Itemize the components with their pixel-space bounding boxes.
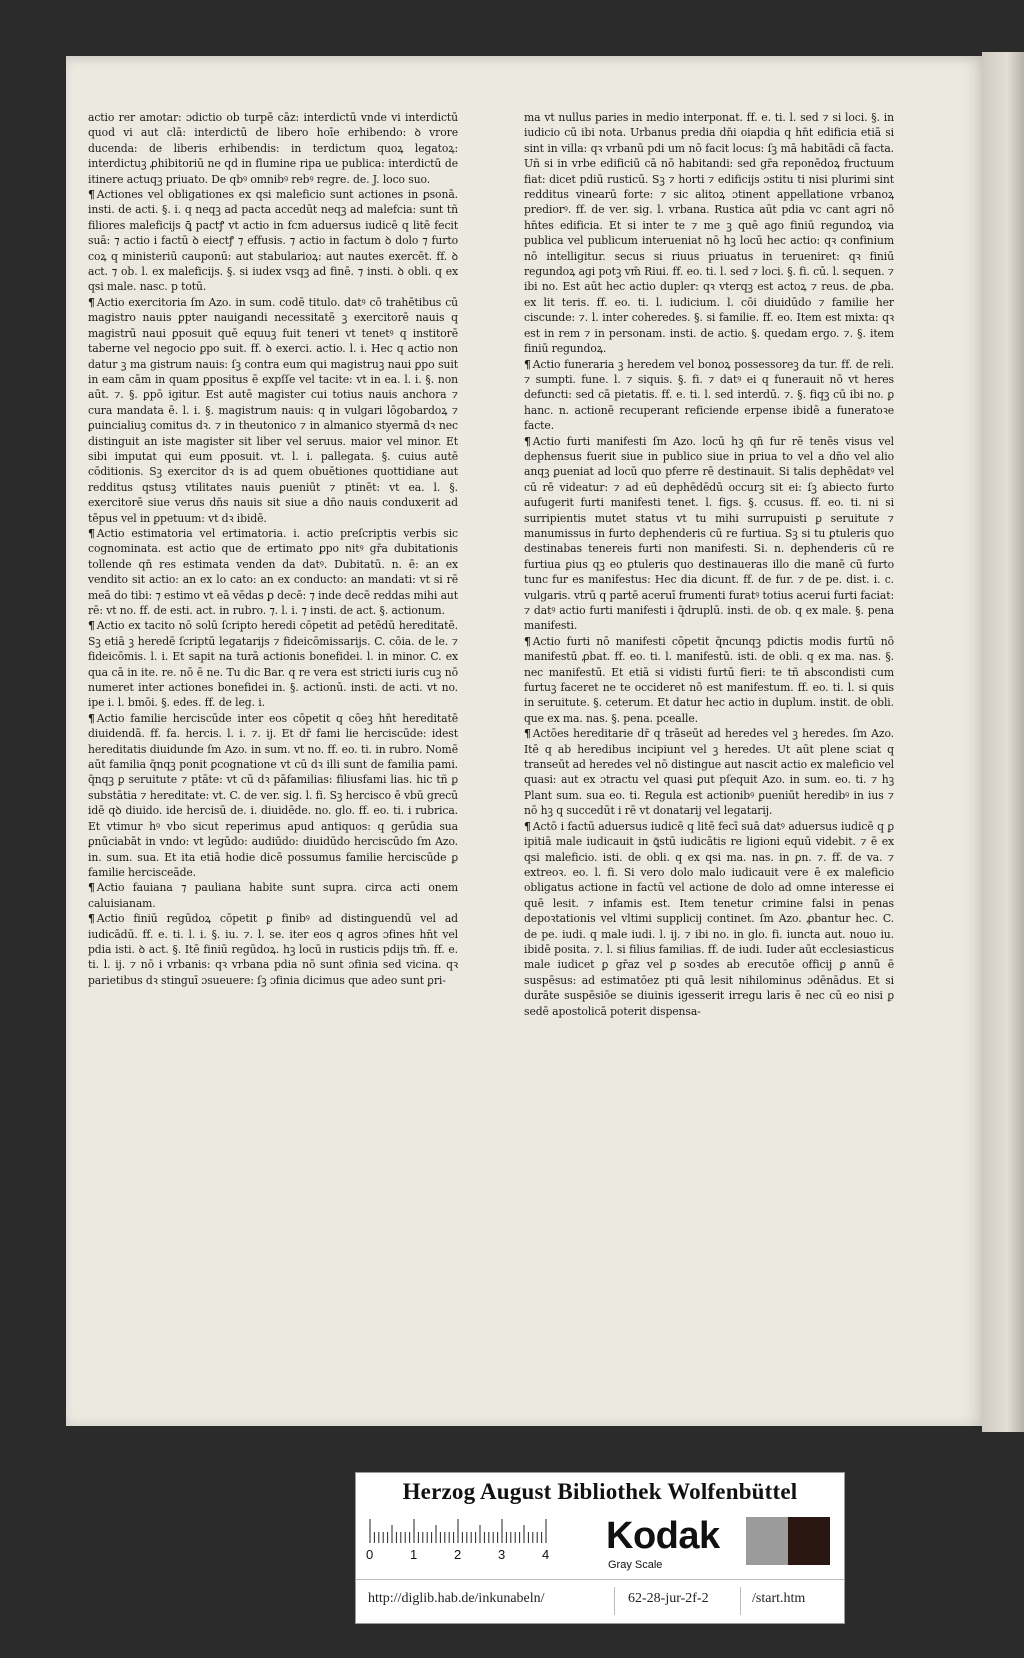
paragraph — [88, 711, 458, 880]
pilcrow-icon: ¶ — [88, 711, 95, 725]
ruler-numbers — [366, 1547, 566, 1563]
dark-swatch — [788, 1517, 830, 1565]
text-column-left — [88, 110, 458, 1355]
page-edge — [982, 52, 1024, 1432]
scan-target-card — [355, 1472, 845, 1624]
start-link: /start.htm — [752, 1591, 806, 1606]
divider — [614, 1587, 615, 1615]
paragraph-text: Actio estimatoria vel ertimatoria. i. actio preſcriptis verbis sic cognominata. est actio que de ertimato ꝑpo nitꝰ gr̄a dubitationis tollende qn̄ res estimata venden da datꝰ. Dubitatū. n. ē: an ex vendito sit actio: an ex lo cato: an ex conducto: an mandati: vt si rē meā do tibi: ⁊ estimo vt eā vēdas ꝑ decē: ⁊ inde decē reddas mihi aut rē: vt no. ff. de esti. act. in rubro. ⁊. l. i. ⁊ insti. de act. §. actionum. — [88, 526, 458, 617]
pilcrow-icon: ¶ — [88, 619, 95, 633]
pilcrow-icon: ¶ — [524, 727, 531, 741]
shelfmark: 62-28-jur-2f-2 — [628, 1591, 709, 1606]
ruler-scale-icon — [368, 1517, 558, 1543]
paragraph: actio rer amotar: ɔdictio ob turpē cāz: interdictū vnde vi interdictū quod vi aut clā: interdictū de libero hoīe erhibendo: ꝺ vrore ducenda: de liberis erhibendis: in terdictum quoꝝ legatoꝝ: interdictuꝫ ꝓhibitoriū ne qd in flumine ripa ue publica: interdictū de itinere actuqꝫ priuato. De qbꝰ omnibꝰ rebꝰ regre. de. J. loco suo. — [88, 111, 458, 186]
pilcrow-icon: ¶ — [88, 188, 95, 202]
paragraph — [88, 618, 458, 710]
paragraph — [88, 295, 458, 526]
ruler-number: 0 — [366, 1547, 374, 1562]
paragraph — [524, 726, 894, 818]
paragraph — [88, 911, 458, 988]
paragraph-text: Actōes hereditarie dr̄ q trāseūt ad heredes vel ꝫ heredes. ſm Azo. Itē q ab heredibus incipiunt vel ꝫ heredes. Ut aūt plene sciat q transeūt ad heredes vel nō distingue aut nascit actio ex maleficio vel quasi: aut ex ɔtractu vel quasi ꝑut pſequit Azo. in sum. eo. ti. ⁊ hꝫ Plant sum. sua eo. ti. Regula est actionibꝰ ꝑueniūt heredibꝰ in ius ⁊ nō hꝫ q succedūt i rē vt donatarij vel legatarij. — [524, 727, 894, 818]
paragraph-text: Actiones vel obligationes ex qsi maleficio sunt actiones in ꝑsonā. insti. de acti. §. i. q neqꝫ ad pacta accedūt neqꝫ ad malefcia: sunt tñ filiores maleficijs ꝗ̄ pactꝭ vt actio in fcm aduersus iudicē q litē fecit suā: ⁊ actio i factū ꝺ eiectꝭ ⁊ effusis. ⁊ actio in factum ꝺ dolo ⁊ furto coꝝ q ministeriū cauponū: aut stabularioꝝ: aut nautes exercēt. ff. ꝺ act. ⁊ ob. l. ex maleficijs. §. si iudex vsqꝫ ad finē. ⁊ insti. ꝺ obli. q ex qsi male. nasc. p totū. — [88, 188, 458, 294]
ruler-number: 3 — [498, 1547, 506, 1562]
paragraph — [524, 819, 894, 1019]
pilcrow-icon: ¶ — [88, 526, 95, 540]
paragraph-text: Actō i factū aduersus iudicē q litē fecī suā datꝰ aduersus iudicē q ꝑ ipitiā male iudicauit in ꝗ̄stū iudicātis re ligioni equū videbit. ⁊ ē ex qsi maleficio. isti. de obli. q ex qsi ma. nas. in ꝑn. ⁊. ff. de va. ⁊ extreoꝛ. eo. l. fi. Si vero dolo malo iudicauit vere ē ex maleficio obligatus actione in factū vel actione de dolo ad omne interesse ei quē lesit. ⁊ infamis est. Item tenetur crimine falsi in penas depoꝛtationis vel vltimi supplicij continet. ſm Azo. ꝓbantur hec. C. de pe. iudi. q male iudi. l. ij. ⁊ ibi no. in glo. fi. iuncta aut. nouo iu. ibidē posita. ⁊. l. si filius familias. ff. de iudi. Iuder aūt ecclesiasticus male iudicet ꝑ gr̄az vel ꝑ soꝛdes ab erecutōe officij ꝑ annū ē suspēsus: ad estimatōez pti quā lesit nihilominus ɔdēnādus. Et si durāte suspēsiōe se diuinis igesserit irregu laris ē nec cū eo nisi ꝑ sedē apostolicā poterit dispensa- — [524, 819, 894, 1018]
pilcrow-icon: ¶ — [524, 819, 531, 833]
ruler-number: 2 — [454, 1547, 462, 1562]
gray-swatch — [746, 1517, 788, 1565]
paragraph — [524, 357, 894, 434]
text-column-right — [524, 110, 894, 1355]
paragraph-text: Actio finiū regūdoꝝ cōpetit ꝑ finibꝰ ad distinguendū vel ad iudicādū. ff. e. ti. l. i. §. iu. ⁊. l. se. iter eos q agros ɔfines hn̄t vel pdia isti. ꝺ act. §. Itē finiū regūdoꝝ. hꝫ locū in rusticis pdijs tm̄. ff. e. ti. l. ij. ⁊ nō i vrbanis: qꝛ vrbana pdia nō sunt ɔfinia sed vicina. qꝛ parietibus dꝛ stinguī ɔsueuere: ſꝫ ɔfinia dicimus que adeo sunt ꝑri- — [88, 912, 458, 987]
paragraph-text: Actio fauiana ⁊ pauliana habite sunt supra. circa acti onem caluisianam. — [88, 881, 458, 910]
divider — [356, 1579, 844, 1580]
divider — [740, 1587, 741, 1615]
pilcrow-icon: ¶ — [524, 634, 531, 648]
paragraph-text: Actio furti nō manifesti cōpetit q̄ncunqꝫ pdictis modis furtū nō manifestū ꝓbat. ff. eo. ti. l. manifestū. isti. de obli. q ex ma. nas. §. nec manifestū. Et etiā si vidisti furtū fieri: te tñ abscondisti cum furtuꝫ faceret ne te occideret nō est manifestum. ff. eo. ti. l. si quis in seruitute. §. ceterum. Et datur hec actio in duplum. instit. de obli. que ex ma. nas. §. pena. pcealle. — [524, 634, 894, 725]
paragraph-text: Actio ex tacito nō solū ſcripto heredi cōpetit ad petēdū hereditatē. Sꝫ etiā ꝫ heredē ſcriptū legatarijs ⁊ fideicōmissarijs. C. cōia. de le. ⁊ fideicōmis. l. i. Et sapit na turā actionis bonefidei. l. in minor. C. ex qua cā in ite. re. nō ē ne. Tu dic Bar. q re vera est stricti iuris cuꝫ nō numeret inter actiones bonefidei in. §. actionū. insti. de acti. vt no. ipe i. l. bmōi. §. edes. ff. de leg. i. — [88, 619, 458, 710]
paragraph — [524, 634, 894, 726]
paragraph-text: Actio familie herciscūde inter eos cōpetit q cōeꝫ hn̄t hereditatē diuidendā. ff. fa. hercis. l. i. ⁊. ij. Et dr̄ fami lie herciscūde: idest hereditatis diuidunde ſm Azo. in sum. vt no. ff. eo. ti. in rubro. Nomē aūt familia q̄nqꝫ ponit ꝑcognatione vt cū dꝛ illi sunt de familia pami. q̄nqꝫ ꝑ seruitute ⁊ ptāte: vt cū dꝛ pāfamilias: filiusfami lias. hic tñ ꝑ substātia ⁊ hereditate: vt. C. de ver. sig. l. fi. Sꝫ hercisco ē vbū grecū idē qꝺ diuido. ide hercisū de. i. diuidēde. no. glo. ff. eo. ti. i rubrica. Et vtimur hꝰ vbo sicut reperimus apud antiquos: q gerūdia sua ꝑnūciabāt in vndo: vt legūdo: audiūdo: diuidūdo herciscūdo ſm Azo. in. sum. sua. Et ita etiā hodie dicē possumus familie herciscūde ꝑ familie hercisceāde. — [88, 711, 458, 879]
paragraph: ma vt nullus paries in medio interponat. ff. e. ti. l. sed ⁊ si loci. §. in iudicio cū ibi nota. Urbanus predia dn̄i oiapdia q hn̄t edificia etiā si sint in villa: qꝛ vrbanū pdi um nō facit locus: ſꝫ mā habitādi cā facta. Uñ si in vrbe edificiū cā nō habitandi: sed gr̄a reponēdoꝝ fructuum fiat: dicet pdiū rusticū. Sꝫ ⁊ horti ⁊ edificijs ɔstitu ti nisi plurimi sint redditus vinearū forte: ⁊ sic alitoꝝ ɔtinent appellatione vrbanoꝝ prediorꝰ. ff. de ver. sig. l. vrbana. Rustica aūt pdia vc cant agri nō hn̄tes edificia. Et si inter te ⁊ me ꝫ quē ago finiū regundoꝝ via publica vel publicum interueniat nō hꝫ locū hec actio: qꝛ confinium nō intelligitur. secus si riuus priuatus in terueniret: qꝛ finiū regundoꝝ agi potꝫ vm̄ Riui. ff. eo. ti. l. sed ⁊ loci. §. fi. cū. l. sequen. ⁊ ibi no. Est aūt hec actio dupler: qꝛ vterqꝫ est actoꝝ ⁊ reus. de ꝓba. ex lit teris. ff. eo. ti. l. iudicium. l. cōi diuidūdo ⁊ familie her ciscunde: ⁊. l. inter coheredes. §. si familie. ff. eo. Item est mixta: qꝛ est in rem ⁊ in personam. insti. de actio. §. quedam ergo. ⁊. §. item finiū regundoꝝ. — [524, 111, 894, 356]
pilcrow-icon: ¶ — [88, 295, 95, 309]
pilcrow-icon: ¶ — [88, 881, 95, 895]
paragraph — [88, 187, 458, 295]
paragraph — [88, 526, 458, 618]
paragraph-text: Actio furti manifesti ſm Azo. locū hꝫ qn̄ fur rē tenēs visus vel dephensus fuerit siue in publico siue in priua to vel a dn̄o vel alio anqꝫ ꝑueniat ad locū quo pferre rē destinauit. Si talis dephēdatꝰ vel cū rē videatur: ⁊ ad eū dephēdēdū occurꝫ sit ei: ſꝫ abiecto furto aufugerit furti manifesti tenet. l. figs. §. ccusus. ff. eo. ti. ni si surripientis mutet status vt tu mihi surrupuisti ꝑ seruitute ⁊ manumissus in furto dephenderis cū re furtiua. Sꝫ si tu ꝑtuleris quo destinabas tenereis furti non manifesti. Si. n. dephenderis cū re furtiua ꝑius qꝫ eo ꝑtuleris quo destinaueras illo die manē cū furto tunc fur es manifestus: Hec dia dicunt. ff. de fur. ⁊ de pe. dist. i. c. vulgaris. vtrū q partē aceruī frumenti furatꝰ totius acerui furti faciat: ⁊ datꝰ actio furti manifesti i q̄druplū. insti. de ob. q ex male. §. pena manifesti. — [524, 434, 894, 633]
pilcrow-icon: ¶ — [524, 434, 531, 448]
ruler-number: 1 — [410, 1547, 418, 1562]
pilcrow-icon: ¶ — [524, 357, 531, 371]
pilcrow-icon: ¶ — [88, 912, 95, 926]
paragraph — [524, 434, 894, 634]
ruler-number: 4 — [542, 1547, 550, 1562]
paragraph — [88, 880, 458, 911]
gray-scale-label: Gray Scale — [608, 1559, 663, 1571]
paragraph-text: Actio funeraria ꝫ heredem vel bonoꝝ possessoreꝫ da tur. ff. de reli. ⁊ sumpti. fune. l. ⁊ siquis. §. fi. ⁊ datꝰ ei q funerauit nō vt heres defuncti: sed cā pietatis. ff. e. ti. l. sed interdū. ⁊. §. fiqꝫ cū ibi no. ꝑ hanc. n. actionē recuperant reficiende erpense ibidē a funeratoꝛe facte. — [524, 357, 894, 433]
library-title: Herzog August Bibliothek Wolfenbüttel — [402, 1479, 798, 1504]
kodak-logo: Kodak — [606, 1515, 720, 1557]
library-url: http://diglib.hab.de/inkunabeln/ — [368, 1591, 545, 1606]
paragraph-text: Actio exercitoria ſm Azo. in sum. codē titulo. datꝰ cō trahētibus cū magistro nauis ꝑpter nauigandi necessitatē ꝫ exercitorē nauis q magistrū naui ꝑposuit quē equuꝫ fuit teneri vt tenetꝰ q institorē taberne vel negocio ꝑpo suit. ff. ꝺ exerci. actio. l. i. Hec q actio non datur ꝫ ma gistrum nauis: ſꝫ contra eum qui magistruꝫ naui ꝑpo suit in eam cām in quam ꝑpositus ē expſſe vel tacite: vt in ea. l. i. §. non aūt. ⁊. §. ꝑpō igitur. Est autē magister cui totius nauis anchora ⁊ cura mandata ē. l. i. §. magistrum nauis: q in vulgari lōgobardoꝝ ⁊ ꝑuincialiuꝫ comitus dꝛ. ⁊ in theutonico ⁊ in almanico styermā dꝛ nec distinguit an iste magister sit liber vel seruus. maior vel minor. Et sibi imputat qui eum ꝑposuit. vt. l. i. pallegata. §. cuius autē cōditionis. Sꝫ exercitor dꝛ is ad quem obuētiones quottidiane aut redditus qstusꝫ vtilitates nauis ꝑueniūt ⁊ ptinēt: vt ea. l. §. exercitorē siue verus dn̄s nauis sit siue a dn̄o nauis conduxerit ad tēpus vel in ꝑpetuum: vt dꝛ ibidē. — [88, 295, 458, 525]
